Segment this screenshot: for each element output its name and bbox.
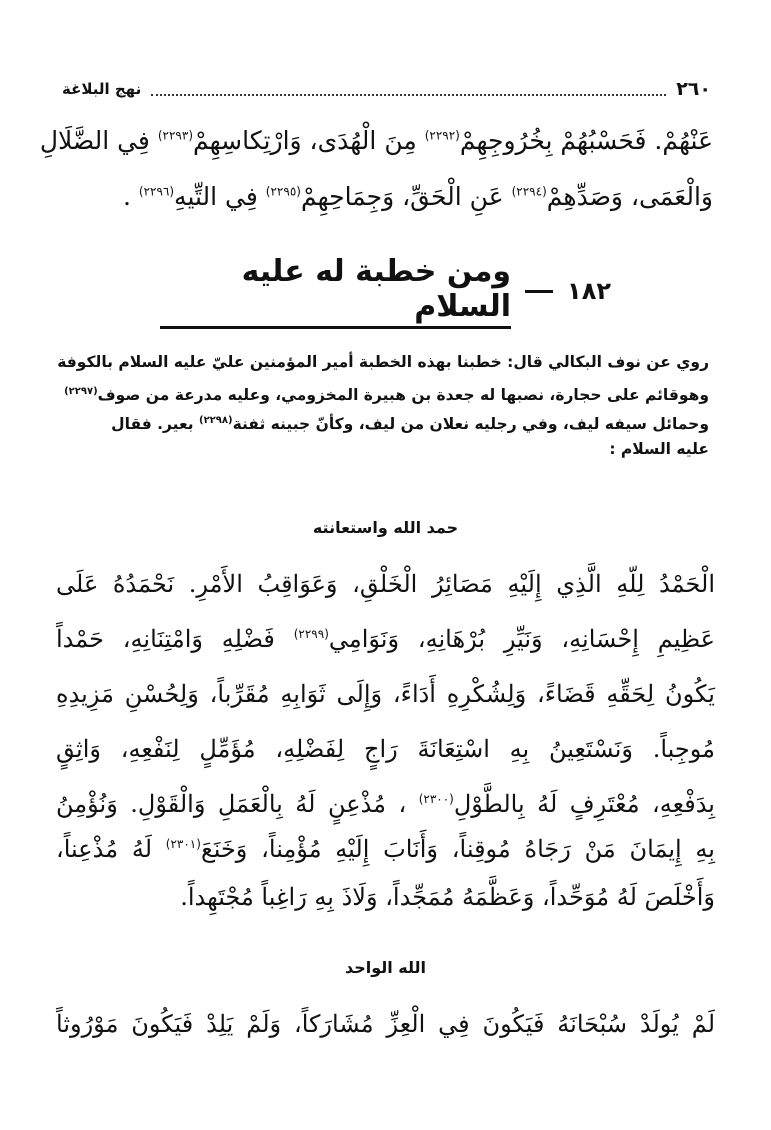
footnote-marker: (٢٣٠١) <box>165 837 201 851</box>
heading-dash <box>525 290 553 293</box>
section-heading-praise: حمد الله واستعانته <box>312 518 459 537</box>
text-line: لَمْ يُولَدْ سُبْحَانَهُ فَيَكُونَ فِي الْعِزِّ مُشَارَكاً، وَلَمْ يَلِدْ فَيَكُونَ مَوْرُوثاً <box>56 1010 715 1038</box>
running-title: نهج البلاغة <box>62 80 142 98</box>
page-number: ٢٦٠ <box>676 78 711 100</box>
intro-paragraph: روي عن نوف البكالي قال: خطبنا بهذه الخطبة أمير المؤمنين عليّ عليه السلام بالكوفة وهوقائم على حجارة، نصبها له جعدة بن هبيرة المخزومي، وعليه مدرعة من صوف$^{(٢٢٩٧)}$ وحمائل سيفه ليف، وفي رجليه نعلان من ليف، وكأنّ جبينه ثفنة$^{(٢٢٩٨)}$ بعير. فقال عليه السلام : <box>57 353 709 458</box>
verse-line-1: عَنْهُمْ. فَحَسْبُهُمْ بِخُرُوجِهِمْ$^{(٢٢٩٢)}$ مِنَ الْهُدَى، وَارْتِكاسِهِمْ$^{(٢٢٩٣)}$ فِي الضَّلَالِ <box>39 126 713 155</box>
footnote-marker: (٢٢٩٢) <box>424 128 460 143</box>
footnote-marker: (٢٢٩٧) <box>64 386 98 397</box>
footnote-marker: (٢٣٠٠) <box>418 792 454 806</box>
footnote-marker: (٢٢٩٦) <box>138 184 175 199</box>
header-dotted-rule <box>151 82 666 96</box>
text-line: يَكُونُ لِحَقِّهِ قَضَاءً، وَلِشُكْرِهِ أَدَاءً، وَإِلَى ثَوَابِهِ مُقَرِّباً، وَلِحُسْنِ مَزِيدِهِ <box>56 680 715 708</box>
section-heading-one-god: الله الواحد <box>344 958 427 977</box>
verse-line-2: وَالْعَمَى، وَصَدِّهِمْ$^{(٢٢٩٤)}$ عَنِ الْحَقِّ، وَجِمَاحِهِمْ$^{(٢٢٩٥)}$ فِي التِّيهِ$^{(٢٢٩٦)}$ . <box>122 182 713 211</box>
text-line: الْحَمْدُ لِلّهِ الَّذِي إِلَيْهِ مَصَائِرُ الْخَلْقِ، وَعَوَاقِبُ الأَمْرِ. نَحْمَدُهُ عَلَى <box>56 570 715 598</box>
footnote-marker: (٢٢٩٩) <box>293 627 329 641</box>
text-line: بِهِ إِيمَانَ مَنْ رَجَاهُ مُوقِناً، وَأَنَابَ إِلَيْهِ مُؤْمِناً، وَخَنَعَ$^{(٢٣٠١)}$ لَهُ مُذْعِناً، <box>56 835 715 863</box>
text-line: مُوجِباً. وَنَسْتَعِينُ بِهِ اسْتِعَانَةَ رَاجٍ لِفَضْلِهِ، مُؤَمِّلٍ لِنَفْعِهِ، وَاثِقٍ <box>56 735 715 763</box>
sermon-title: ومن خطبة له عليه السلام <box>160 254 511 329</box>
footnote-marker: (٢٢٩٨) <box>198 415 233 426</box>
text-line: عَظِيمِ إِحْسَانِهِ، وَنَيِّرِ بُرْهَانِهِ، وَنَوَامِي$^{(٢٢٩٩)}$ فَضْلِهِ وَامْتِنَانِهِ، حَمْداً <box>56 625 715 653</box>
footnote-marker: (٢٢٩٤) <box>511 184 547 199</box>
text-line: بِدَفْعِهِ، مُعْتَرِفٍ لَهُ بِالطَّوْلِ$^{(٢٣٠٠)}$ ، مُذْعِنٍ لَهُ بِالْعَمَلِ وَالْقَوْلِ. وَنُؤْمِنُ <box>56 790 715 818</box>
footnote-marker: (٢٢٩٥) <box>265 184 301 199</box>
footnote-marker: (٢٢٩٣) <box>157 128 193 143</box>
sermon-number: ١٨٢ <box>567 277 611 305</box>
page-header <box>62 76 711 102</box>
sermon-heading <box>160 253 611 324</box>
text-line: وَأَخْلَصَ لَهُ مُوَحِّداً، وَعَظَّمَهُ مُمَجِّداً، وَلَاذَ بِهِ رَاغِباً مُجْتَهِداً. <box>180 883 715 911</box>
